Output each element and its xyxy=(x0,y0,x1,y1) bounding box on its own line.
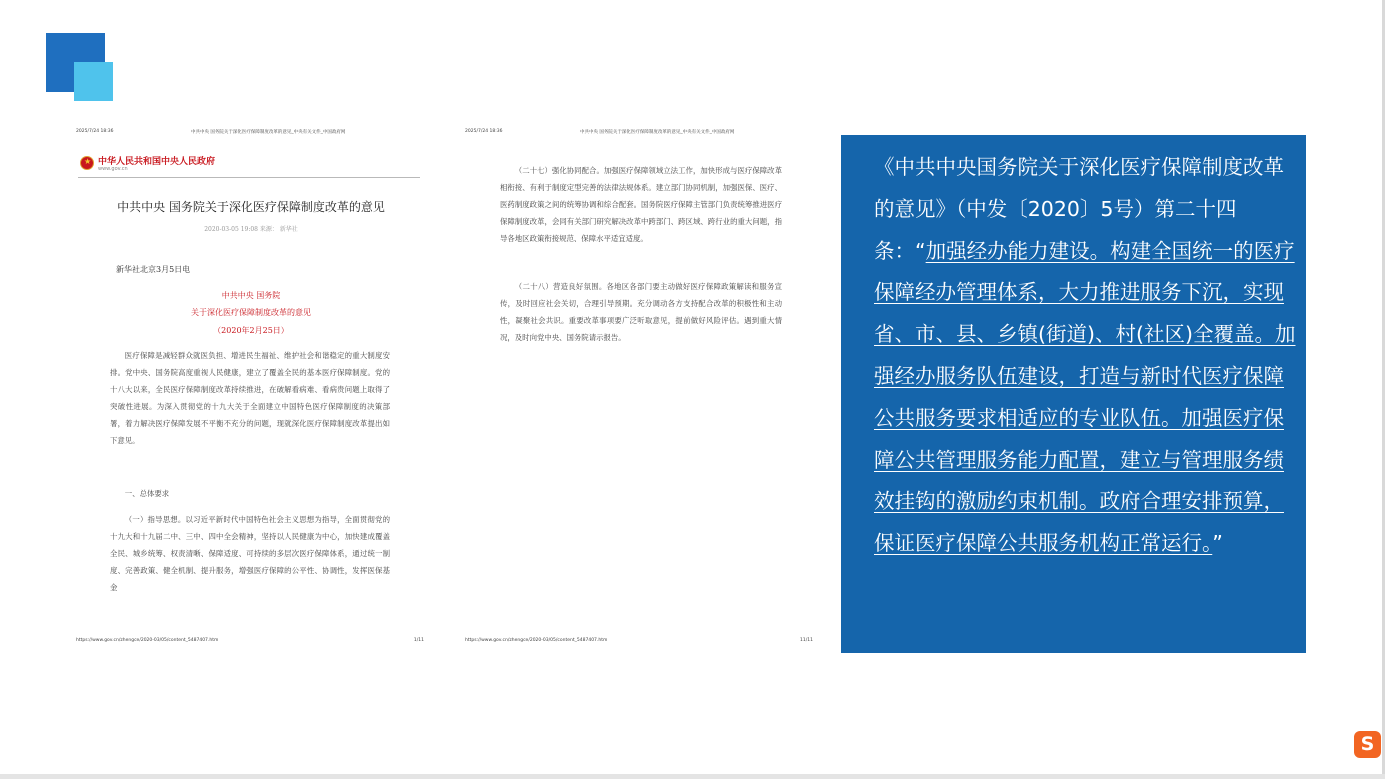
national-emblem-icon xyxy=(80,156,94,170)
dateline: 新华社北京3月5日电 xyxy=(116,265,191,274)
slide-logo-square-light xyxy=(74,62,113,101)
header-date: 2025/7/24 18:36 xyxy=(465,129,503,134)
document-meta: 2020-03-05 19:08 来源： 新华社 xyxy=(204,226,298,233)
footer-url: https://www.gov.cn/zhengce/2020-03/05/content_5487407.htm xyxy=(76,638,219,643)
paragraph-guiding-ideology: （一）指导思想。以习近平新时代中国特色社会主义思想为指导，全面贯彻党的十九大和十九届二中、三中、四中全会精神，坚持以人民健康为中心，加快建成覆盖全民、城乡统筹、权责清晰、保障适度、可持续的多层次医疗保障体系，通过统一制度、完善政策、健全机制、提升服务，增强医疗保障的公平性、协调性，发挥医保基金 xyxy=(110,515,390,592)
document-page-11 xyxy=(465,124,815,656)
site-url: www.gov.cn xyxy=(98,166,128,172)
site-name: 中华人民共和国中央人民政府 xyxy=(98,157,216,167)
section-heading: 一、总体要求 xyxy=(124,489,170,498)
window-edge-bottom xyxy=(0,774,1385,779)
header-divider xyxy=(78,177,420,178)
paragraph-intro: 医疗保障是减轻群众就医负担、增进民生福祉、维护社会和谐稳定的重大制度安排。党中央、国务院高度重视人民健康，建立了覆盖全民的基本医疗保障制度。党的十八大以来，全民医疗保障制度改革持续推进，在破解看病难、看病贵问题上取得了突破性进展。为深入贯彻党的十九大关于全面建立中国特色医疗保障制度的决策部署，着力解决医疗保障发展不平衡不充分的问题，现就深化医疗保障制度改革提出如下意见。 xyxy=(110,351,390,445)
footer-page-number: 1/11 xyxy=(413,638,424,643)
paragraph-27: （二十七）强化协同配合。加强医疗保障领域立法工作，加快形成与医疗保障改革相衔接、有利于制度定型完善的法律法规体系。建立部门协同机制，加强医保、医疗、医药制度政策之间的统筹协调和综合配套。国务院医疗保障主管部门负责统筹推进医疗保障制度改革，会同有关部门研究解决改革中跨部门、跨区域、跨行业的重大问题，指导各地区政策衔接规范、保障水平适宜适度。 xyxy=(500,166,782,243)
sogou-ime-icon[interactable]: S xyxy=(1354,731,1381,758)
header-title: 中共中央 国务院关于深化医疗保障制度改革的意见_中央有关文件_中国政府网 xyxy=(191,130,346,135)
issuer: 中共中央 国务院 xyxy=(221,291,281,300)
red-date: （2020年2月25日） xyxy=(213,326,289,335)
footer-url: https://www.gov.cn/zhengce/2020-03/05/content_5487407.htm xyxy=(465,638,608,643)
paragraph-28: （二十八）营造良好氛围。各地区各部门要主动做好医疗保障政策解读和服务宣传，及时回应社会关切，合理引导预期。充分调动各方支持配合改革的积极性和主动性，凝聚社会共识。重要改革事项要广泛听取意见，提前做好风险评估。遇到重大情况，及时向党中央、国务院请示报告。 xyxy=(500,282,782,342)
document-page-1 xyxy=(76,124,426,656)
quote-body: 加强经办能力建设。构建全国统一的医疗保障经办管理体系，大力推进服务下沉，实现省、市、县、乡镇(街道)、村(社区)全覆盖。加强经办服务队伍建设，打造与新时代医疗保障公共服务要求相适应的专业队伍。加强医疗保障公共管理服务能力配置，建立与管理服务绩效挂钩的激励约束机制。政府合理安排预算，保证医疗保障公共服务机构正常运行。 xyxy=(874,238,1296,556)
gov-brand xyxy=(80,154,420,176)
quote-intro: 《中共中央国务院关于深化医疗保障制度改革的意见》（中发〔2020〕5号）第二十四条：“ xyxy=(874,155,1284,263)
header-date: 2025/7/24 18:36 xyxy=(76,129,114,134)
red-title: 关于深化医疗保障制度改革的意见 xyxy=(191,308,311,317)
header-title: 中共中央 国务院关于深化医疗保障制度改革的意见_中央有关文件_中国政府网 xyxy=(580,130,735,135)
quote-text xyxy=(874,147,1296,565)
footer-page-number: 11/11 xyxy=(800,638,813,643)
document-title: 中共中央 国务院关于深化医疗保障制度改革的意见 xyxy=(117,200,385,214)
quote-close: ” xyxy=(1212,531,1223,556)
